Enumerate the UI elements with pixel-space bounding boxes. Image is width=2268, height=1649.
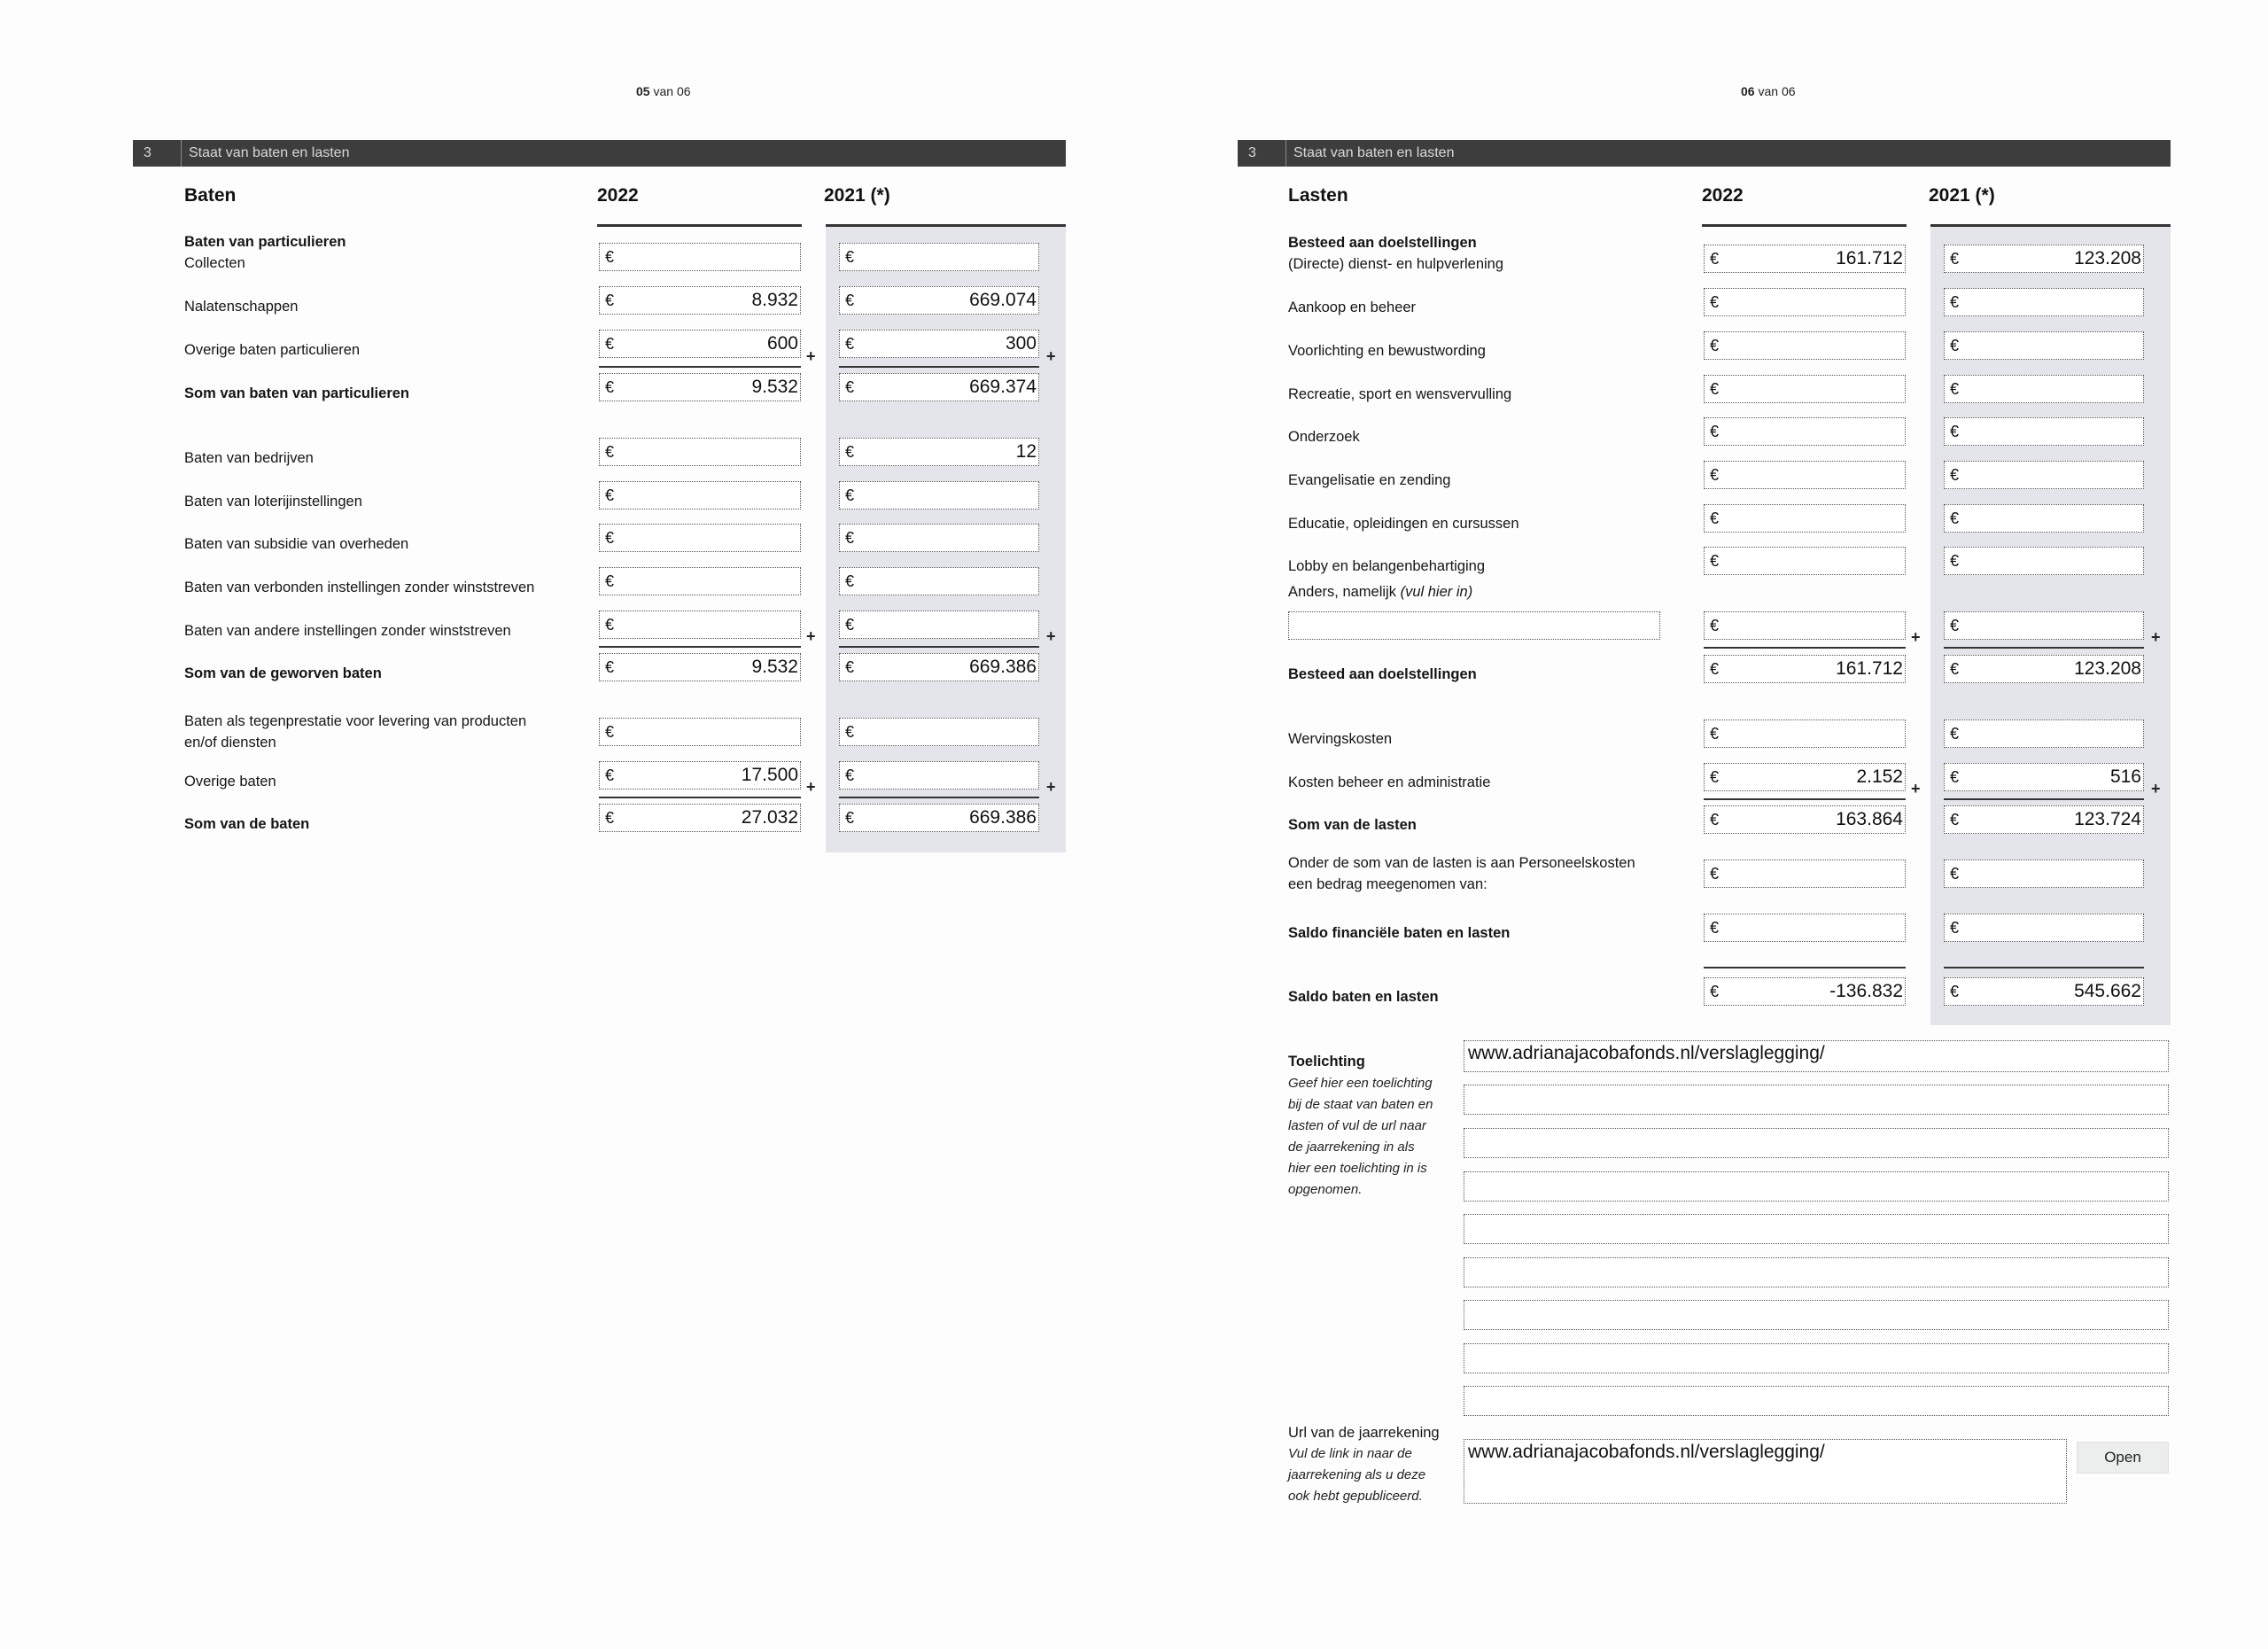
row-label: Overige baten particulieren [184, 342, 361, 358]
amount-field-2022[interactable]: € [1704, 288, 1906, 316]
amount-field-2022[interactable]: € 600 [599, 330, 801, 358]
toelichting-line-input[interactable] [1464, 1128, 2169, 1158]
amount-field-2022[interactable]: € 17.500 [599, 761, 801, 789]
sum-line [839, 797, 1039, 798]
amount-field-2022[interactable]: € [1704, 719, 1906, 748]
section-title: Staat van baten en lasten [189, 145, 350, 160]
toelichting-line-input[interactable] [1464, 1257, 2169, 1287]
row-label: Saldo baten en lasten [1288, 989, 1439, 1005]
page-number: 05 van 06 [636, 84, 691, 98]
amount-field-2021[interactable]: € [839, 243, 1039, 271]
column-header-2022: 2022 [597, 185, 639, 206]
row-label: Baten van andere instellingen zonder winststreven [184, 623, 511, 639]
column-header-2021: 2021 (*) [824, 185, 890, 206]
column-rule-2021 [826, 224, 1066, 227]
amount-field-2022[interactable]: € [599, 567, 801, 595]
amount-field-2022[interactable]: € [1704, 860, 1906, 888]
toelichting-help: Geef hier een toelichting bij de staat van baten en lasten of vul de url naar de jaarrekening in als hier een toelichting in is opgenomen. [1288, 1076, 1433, 1197]
amount-field-2021[interactable]: € [1944, 547, 2144, 575]
row-label: Som van de geworven baten [184, 665, 382, 681]
amount-field-2022[interactable]: € 9.532 [599, 373, 801, 401]
amount-field-2022[interactable]: € 161.712 [1704, 655, 1906, 683]
column-header-2021: 2021 (*) [1929, 185, 1995, 206]
amount-field-2022[interactable]: € 8.932 [599, 286, 801, 315]
plus-sign: + [1046, 778, 1056, 796]
toelichting-line-input[interactable] [1464, 1300, 2169, 1330]
row-label: Aankoop en beheer [1288, 299, 1417, 315]
row-label: Lobby en belangenbehartiging [1288, 558, 1486, 574]
row-label: Recreatie, sport en wensvervulling [1288, 386, 1512, 402]
url-jaarrekening-input[interactable]: www.adrianajacobafonds.nl/verslaglegging/ [1464, 1439, 2067, 1504]
row-label: Saldo financiële baten en lasten [1288, 925, 1511, 941]
amount-field-2021[interactable]: € [1944, 611, 2144, 640]
amount-field-2022[interactable]: € [1704, 504, 1906, 533]
amount-field-2022[interactable]: € [1704, 331, 1906, 360]
amount-field-2022[interactable]: € [599, 438, 801, 466]
row-label: Onder de som van de lasten is aan Personeelskosten [1288, 855, 1635, 871]
amount-field-2022[interactable]: € [1704, 611, 1906, 640]
toelichting-line-input[interactable] [1464, 1343, 2169, 1373]
row-label: Onderzoek [1288, 429, 1360, 445]
amount-field-2021[interactable]: € 516 [1944, 763, 2144, 791]
plus-sign: + [2151, 780, 2161, 797]
sum-line [1704, 647, 1906, 649]
open-button[interactable]: Open [2077, 1442, 2169, 1474]
plus-sign: + [806, 627, 816, 645]
row-label: Kosten beheer en administratie [1288, 774, 1491, 790]
amount-field-2021[interactable]: € 123.724 [1944, 805, 2144, 834]
row-label: Wervingskosten [1288, 731, 1393, 747]
row-label: Overige baten [184, 774, 276, 789]
amount-field-2022[interactable]: € 2.152 [1704, 763, 1906, 791]
toelichting-title: Toelichting [1288, 1054, 1365, 1070]
row-label: Baten van loterijinstellingen [184, 494, 362, 509]
amount-field-2022[interactable]: € [1704, 417, 1906, 446]
sum-line [1704, 967, 1906, 968]
plus-sign: + [1046, 627, 1056, 645]
row-label: Som van de lasten [1288, 817, 1417, 833]
amount-field-2022[interactable]: € [599, 611, 801, 639]
sum-line [839, 366, 1039, 368]
sum-line [1944, 967, 2144, 968]
amount-field-2021[interactable]: € 300 [839, 330, 1039, 358]
section-number: 3 [133, 140, 182, 167]
amount-field-2022[interactable]: € [1704, 461, 1906, 489]
sum-line [599, 366, 801, 368]
row-label-continued: een bedrag meegenomen van: [1288, 876, 1487, 892]
row-label: Anders, namelijk (vul hier in) [1288, 584, 1473, 600]
amount-field-2022[interactable]: € -136.832 [1704, 977, 1906, 1006]
amount-field-2021[interactable]: € [1944, 417, 2144, 446]
column-rule-2022 [1702, 224, 1907, 227]
section-number: 3 [1238, 140, 1286, 167]
amount-field-2021[interactable]: € [839, 481, 1039, 509]
amount-field-2021[interactable]: € 123.208 [1944, 655, 2144, 683]
amount-field-2022[interactable]: € [599, 243, 801, 271]
plus-sign: + [2151, 628, 2161, 646]
group-title: Besteed aan doelstellingen [1288, 235, 1477, 251]
toelichting-line-input[interactable] [1464, 1386, 2169, 1416]
section-heading: Lasten [1288, 185, 1348, 206]
amount-field-2021[interactable]: € 669.374 [839, 373, 1039, 401]
page-right [1134, 0, 2268, 1649]
page-number: 06 van 06 [1741, 84, 1796, 98]
amount-field-2021[interactable]: € [1944, 461, 2144, 489]
url-jaarrekening-title: Url van de jaarrekening [1288, 1425, 1440, 1441]
plus-sign: + [1911, 628, 1921, 646]
row-label: Baten van bedrijven [184, 450, 314, 466]
sum-line [599, 646, 801, 648]
other-purpose-input[interactable] [1288, 611, 1660, 640]
section-header-bar [133, 140, 1066, 167]
column-header-2022: 2022 [1702, 185, 1744, 206]
amount-field-2022[interactable]: € 27.032 [599, 804, 801, 832]
section-title: Staat van baten en lasten [1293, 145, 1455, 160]
row-label: Baten van subsidie van overheden [184, 536, 409, 552]
url-jaarrekening-help: Vul de link in naar de jaarrekening als u deze ook hebt gepubliceerd. [1288, 1446, 1426, 1504]
toelichting-line-input[interactable]: www.adrianajacobafonds.nl/verslaglegging/ [1464, 1040, 2169, 1072]
column-rule-2022 [597, 224, 802, 227]
toelichting-line-input[interactable] [1464, 1085, 2169, 1115]
toelichting-line-input[interactable] [1464, 1214, 2169, 1244]
amount-field-2021[interactable]: € [839, 761, 1039, 789]
sum-line [599, 797, 801, 798]
amount-field-2021[interactable]: € [1944, 914, 2144, 942]
group-title: Baten van particulieren [184, 234, 346, 250]
amount-field-2021[interactable]: € [839, 524, 1039, 552]
amount-field-2022[interactable]: € [599, 481, 801, 509]
amount-field-2022[interactable]: € 163.864 [1704, 805, 1906, 834]
amount-field-2021[interactable]: € 123.208 [1944, 245, 2144, 273]
amount-field-2021[interactable]: € [1944, 331, 2144, 360]
sum-line [1944, 798, 2144, 800]
amount-field-2022[interactable]: € [599, 718, 801, 746]
amount-field-2021[interactable]: € [839, 718, 1039, 746]
amount-field-2021[interactable]: € 545.662 [1944, 977, 2144, 1006]
amount-field-2022[interactable]: € [1704, 914, 1906, 942]
row-label: Baten van verbonden instellingen zonder winststreven [184, 579, 535, 595]
amount-field-2021[interactable]: € [1944, 719, 2144, 748]
row-label: Collecten [184, 255, 245, 271]
row-label: (Directe) dienst- en hulpverlening [1288, 256, 1504, 272]
amount-field-2021[interactable]: € 669.074 [839, 286, 1039, 315]
column-rule-2021 [1930, 224, 2171, 227]
amount-field-2022[interactable]: € 9.532 [599, 653, 801, 681]
amount-field-2022[interactable]: € [599, 524, 801, 552]
plus-sign: + [806, 778, 816, 796]
plus-sign: + [806, 347, 816, 365]
amount-field-2022[interactable]: € [1704, 375, 1906, 403]
sum-line [839, 646, 1039, 648]
row-label: Evangelisatie en zending [1288, 472, 1451, 488]
row-label: Besteed aan doelstellingen [1288, 666, 1477, 682]
row-label: Nalatenschappen [184, 299, 299, 315]
amount-field-2021[interactable]: € [1944, 288, 2144, 316]
sum-line [1944, 647, 2144, 649]
amount-field-2022[interactable]: € 161.712 [1704, 245, 1906, 273]
amount-field-2021[interactable]: € 12 [839, 438, 1039, 466]
row-label: Som van baten van particulieren [184, 385, 409, 401]
amount-field-2021[interactable]: € [839, 567, 1039, 595]
row-label: Som van de baten [184, 816, 310, 832]
sum-line [1704, 798, 1906, 800]
amount-field-2021[interactable]: € 669.386 [839, 653, 1039, 681]
row-label: Educatie, opleidingen en cursussen [1288, 516, 1519, 532]
plus-sign: + [1911, 780, 1921, 797]
toelichting-line-input[interactable] [1464, 1171, 2169, 1202]
row-label-continued: en/of diensten [184, 735, 276, 751]
amount-field-2021[interactable]: € [1944, 504, 2144, 533]
amount-field-2021[interactable]: € 669.386 [839, 804, 1039, 832]
row-label: Baten als tegenprestatie voor levering van producten [184, 713, 527, 729]
row-label: Voorlichting en bewustwording [1288, 343, 1486, 359]
amount-field-2021[interactable]: € [1944, 375, 2144, 403]
plus-sign: + [1046, 347, 1056, 365]
amount-field-2022[interactable]: € [1704, 547, 1906, 575]
section-heading: Baten [184, 185, 237, 206]
section-header-bar [1238, 140, 2171, 167]
amount-field-2021[interactable]: € [1944, 860, 2144, 888]
amount-field-2021[interactable]: € [839, 611, 1039, 639]
